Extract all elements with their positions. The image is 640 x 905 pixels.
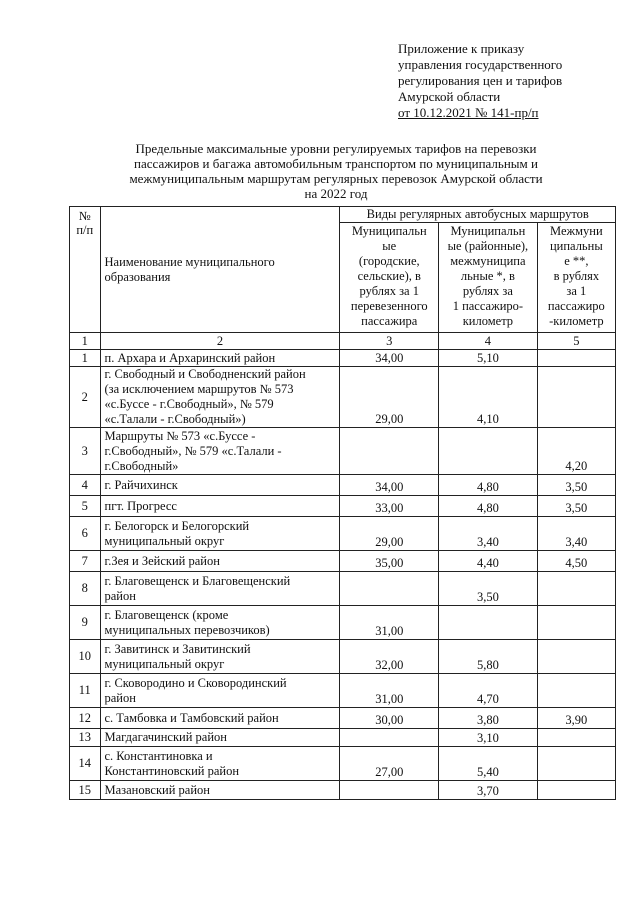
row-number: 8 (70, 572, 101, 606)
header-number-text: № п/п (76, 209, 94, 237)
title-line: Предельные максимальные уровни регулируемых тарифов на перевозки (135, 141, 537, 156)
tariff-municipal-district: 4,40 (439, 551, 538, 572)
header-municipal-district (439, 223, 538, 333)
column-index: 3 (340, 333, 439, 350)
municipality-name: Маршруты № 573 «с.Буссе - г.Свободный», № 579 «с.Талали - г.Свободный» (100, 428, 340, 475)
tariff-intermunicipal: 3,50 (537, 496, 615, 517)
municipality-name: г. Райчихинск (100, 475, 340, 496)
municipality-name: г. Благовещенск и Благовещенский район (100, 572, 340, 606)
municipality-name: пгт. Прогресс (100, 496, 340, 517)
column-index: 5 (537, 333, 615, 350)
appendix-note (398, 41, 562, 121)
tariff-municipal-city: 34,00 (340, 350, 439, 367)
header-name (100, 207, 340, 333)
column-index: 2 (100, 333, 340, 350)
header-col5-text: Межмуни ципальны е **, в рублях за 1 пассажиро -километр (547, 224, 605, 328)
municipality-name: п. Архара и Архаринский район (100, 350, 340, 367)
appendix-line: Амурской области (398, 89, 501, 104)
header-municipal-city (340, 223, 439, 333)
municipality-name: с. Константиновка и Константиновский район (100, 747, 340, 781)
table-row (70, 640, 616, 674)
column-index: 4 (439, 333, 538, 350)
tariff-municipal-district: 5,80 (439, 640, 538, 674)
tariff-municipal-city: 33,00 (340, 496, 439, 517)
tariff-municipal-district (439, 428, 538, 475)
row-number: 6 (70, 517, 101, 551)
row-number: 2 (70, 367, 101, 428)
tariff-municipal-district: 4,80 (439, 496, 538, 517)
tariff-municipal-district: 3,50 (439, 572, 538, 606)
tariff-intermunicipal (537, 747, 615, 781)
tariff-intermunicipal (537, 781, 615, 800)
table-row (70, 781, 616, 800)
table-row (70, 708, 616, 729)
table-row (70, 350, 616, 367)
tariff-municipal-district (439, 606, 538, 640)
tariff-intermunicipal (537, 572, 615, 606)
tariff-municipal-city (340, 572, 439, 606)
tariff-intermunicipal (537, 350, 615, 367)
tariff-intermunicipal (537, 729, 615, 747)
tariff-municipal-city: 31,00 (340, 606, 439, 640)
row-number: 7 (70, 551, 101, 572)
municipality-name: г. Благовещенск (кроме муниципальных перевозчиков) (100, 606, 340, 640)
row-number: 14 (70, 747, 101, 781)
table-row (70, 475, 616, 496)
column-index-row (70, 333, 616, 350)
tariff-intermunicipal: 4,50 (537, 551, 615, 572)
municipality-name: с. Тамбовка и Тамбовский район (100, 708, 340, 729)
tariff-municipal-city (340, 781, 439, 800)
municipality-name: г. Белогорск и Белогорский муниципальный округ (100, 517, 340, 551)
municipality-name: г. Свободный и Свободненский район (за исключением маршрутов № 573 «с.Буссе - г.Свободный», № 579 «с.Талали - г.Свободный») (100, 367, 340, 428)
tariff-intermunicipal: 4,20 (537, 428, 615, 475)
row-number: 4 (70, 475, 101, 496)
title-line: пассажиров и багажа автомобильным транспортом по муниципальным и (134, 156, 538, 171)
title-line: межмуниципальным маршрутам регулярных перевозок Амурской области (129, 171, 543, 186)
tariff-municipal-district: 5,40 (439, 747, 538, 781)
tariff-municipal-district: 5,10 (439, 350, 538, 367)
row-number: 3 (70, 428, 101, 475)
tariff-municipal-city (340, 428, 439, 475)
tariff-municipal-city: 32,00 (340, 640, 439, 674)
table-row (70, 729, 616, 747)
tariff-municipal-district: 4,80 (439, 475, 538, 496)
municipality-name: г. Сковородино и Сковородинский район (100, 674, 340, 708)
row-number: 10 (70, 640, 101, 674)
tariff-municipal-city: 29,00 (340, 517, 439, 551)
tariff-municipal-city: 29,00 (340, 367, 439, 428)
header-col3-text: Муниципальн ые (городские, сельские), в рублях за 1 перевезенного пассажира (350, 224, 428, 328)
tariff-municipal-district: 3,80 (439, 708, 538, 729)
table-row (70, 551, 616, 572)
tariff-municipal-city: 27,00 (340, 747, 439, 781)
tariff-intermunicipal (537, 674, 615, 708)
column-index: 1 (70, 333, 101, 350)
header-intermunicipal (537, 223, 615, 333)
municipality-name: г. Завитинск и Завитинский муниципальный округ (100, 640, 340, 674)
title-line: на 2022 год (304, 186, 368, 201)
row-number: 9 (70, 606, 101, 640)
tariff-municipal-district: 3,70 (439, 781, 538, 800)
table-row (70, 572, 616, 606)
tariff-table (69, 206, 616, 800)
order-reference: от 10.12.2021 № 141-пр/п (398, 105, 539, 120)
tariff-intermunicipal: 3,40 (537, 517, 615, 551)
municipality-name: Мазановский район (100, 781, 340, 800)
appendix-line: регулирования цен и тарифов (398, 73, 563, 88)
row-number: 12 (70, 708, 101, 729)
appendix-line: Приложение к приказу (398, 41, 525, 56)
tariff-municipal-district: 3,40 (439, 517, 538, 551)
municipality-name: г.Зея и Зейский район (100, 551, 340, 572)
appendix-line: управления государственного (398, 57, 563, 72)
tariff-municipal-city: 35,00 (340, 551, 439, 572)
header-col4-text: Муниципальн ые (районные), межмуниципа льные *, в рублях за 1 пассажиро- километр (447, 224, 529, 328)
tariff-municipal-district: 3,10 (439, 729, 538, 747)
tariff-intermunicipal: 3,50 (537, 475, 615, 496)
table-row (70, 674, 616, 708)
tariff-municipal-city: 31,00 (340, 674, 439, 708)
tariff-intermunicipal (537, 640, 615, 674)
table-row (70, 496, 616, 517)
tariff-municipal-city (340, 729, 439, 747)
tariff-municipal-city: 34,00 (340, 475, 439, 496)
row-number: 1 (70, 350, 101, 367)
municipality-name: Магдагачинский район (100, 729, 340, 747)
header-number (70, 207, 101, 333)
table-row (70, 606, 616, 640)
tariff-intermunicipal: 3,90 (537, 708, 615, 729)
header-route-types: Виды регулярных автобусных маршрутов (340, 207, 616, 223)
row-number: 11 (70, 674, 101, 708)
row-number: 5 (70, 496, 101, 517)
table-header (70, 207, 616, 350)
tariff-intermunicipal (537, 606, 615, 640)
header-name-text: Наименование муниципального образования (104, 254, 275, 284)
document-title (96, 141, 576, 201)
table-row (70, 747, 616, 781)
table-body (70, 350, 616, 800)
table-row (70, 367, 616, 428)
table-row (70, 428, 616, 475)
tariff-intermunicipal (537, 367, 615, 428)
tariff-municipal-district: 4,10 (439, 367, 538, 428)
row-number: 15 (70, 781, 101, 800)
table-row (70, 517, 616, 551)
tariff-municipal-district: 4,70 (439, 674, 538, 708)
row-number: 13 (70, 729, 101, 747)
tariff-municipal-city: 30,00 (340, 708, 439, 729)
